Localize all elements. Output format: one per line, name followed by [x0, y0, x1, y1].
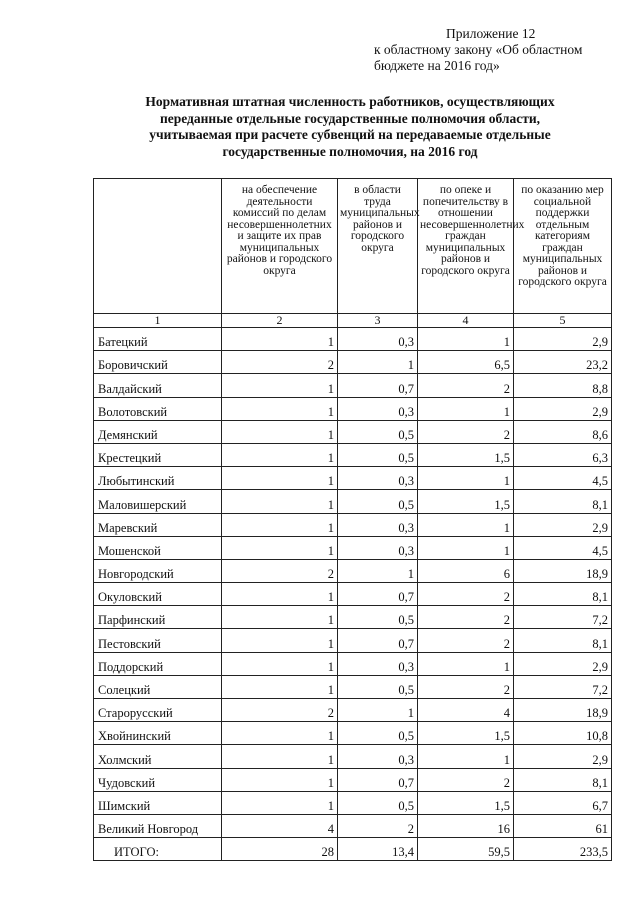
value-cell: 4 [222, 814, 338, 837]
table-header-row [94, 179, 612, 314]
column-number-row [94, 314, 612, 328]
value-cell: 1,5 [418, 490, 514, 513]
column-header [94, 179, 222, 314]
value-cell: 4,5 [514, 536, 612, 559]
value-cell: 6,3 [514, 443, 612, 466]
value-cell: 0,5 [338, 675, 418, 698]
title-line: переданные отдельные государственные полномочия области, [159, 110, 541, 126]
table-row [94, 629, 612, 652]
value-cell: 61 [514, 814, 612, 837]
table-row [94, 467, 612, 490]
district-name-cell: Хвойнинский [94, 722, 222, 745]
appendix-note [374, 26, 624, 74]
district-name-cell: Старорусский [94, 699, 222, 722]
value-cell: 1,5 [418, 791, 514, 814]
value-cell: 2 [222, 559, 338, 582]
table-row [94, 699, 612, 722]
value-cell: 18,9 [514, 559, 612, 582]
staff-table [93, 178, 612, 861]
column-header: на обеспечение деятельности комиссий по делам несовершеннолетних и защите их прав муниципальных районов и городского округа [222, 179, 338, 314]
value-cell: 2 [418, 420, 514, 443]
appendix-law-line: к областному закону «Об областном [374, 42, 583, 57]
value-cell: 2 [418, 675, 514, 698]
value-cell: 2 [418, 583, 514, 606]
value-cell: 1 [222, 536, 338, 559]
title-line: учитываемая при расчете субвенций на передаваемые отдельные [149, 127, 551, 142]
value-cell: 1 [222, 328, 338, 351]
value-cell: 2,9 [514, 397, 612, 420]
value-cell: 1 [222, 374, 338, 397]
value-cell: 0,5 [338, 606, 418, 629]
district-name-cell: Маловишерский [94, 490, 222, 513]
column-number: 1 [94, 314, 222, 328]
column-number: 2 [222, 314, 338, 328]
district-name-cell: Валдайский [94, 374, 222, 397]
value-cell: 0,5 [338, 420, 418, 443]
value-cell: 2 [418, 768, 514, 791]
table-row [94, 583, 612, 606]
value-cell: 1 [338, 699, 418, 722]
value-cell: 4,5 [514, 467, 612, 490]
value-cell: 0,5 [338, 722, 418, 745]
value-cell: 0,5 [338, 443, 418, 466]
value-cell: 1 [338, 351, 418, 374]
value-cell: 1 [418, 652, 514, 675]
value-cell: 1 [222, 791, 338, 814]
value-cell: 1 [222, 583, 338, 606]
value-cell: 2 [222, 699, 338, 722]
value-cell: 2,9 [514, 513, 612, 536]
value-cell: 10,8 [514, 722, 612, 745]
value-cell: 1,5 [418, 443, 514, 466]
table-row [94, 606, 612, 629]
title-line: Нормативная штатная численность работников, осуществляющих [145, 94, 555, 109]
value-cell: 59,5 [418, 838, 514, 861]
value-cell: 0,3 [338, 536, 418, 559]
value-cell: 0,5 [338, 490, 418, 513]
table-row [94, 490, 612, 513]
value-cell: 0,7 [338, 583, 418, 606]
value-cell: 7,2 [514, 606, 612, 629]
value-cell: 1 [418, 513, 514, 536]
value-cell: 1 [418, 536, 514, 559]
value-cell: 4 [418, 699, 514, 722]
table-row [94, 675, 612, 698]
district-name-cell: Любытинский [94, 467, 222, 490]
value-cell: 6 [418, 559, 514, 582]
value-cell: 8,1 [514, 490, 612, 513]
district-name-cell: Чудовский [94, 768, 222, 791]
table-row [94, 652, 612, 675]
district-name-cell: Холмский [94, 745, 222, 768]
table-row [94, 745, 612, 768]
value-cell: 2,9 [514, 652, 612, 675]
value-cell: 1 [222, 722, 338, 745]
value-cell: 1 [418, 397, 514, 420]
table-row [94, 536, 612, 559]
value-cell: 1 [222, 652, 338, 675]
value-cell: 0,7 [338, 629, 418, 652]
value-cell: 1 [222, 397, 338, 420]
value-cell: 28 [222, 838, 338, 861]
district-name-cell: Батецкий [94, 328, 222, 351]
value-cell: 1 [222, 629, 338, 652]
district-name-cell: Парфинский [94, 606, 222, 629]
value-cell: 1 [222, 768, 338, 791]
value-cell: 8,1 [514, 583, 612, 606]
value-cell: 8,1 [514, 629, 612, 652]
value-cell: 18,9 [514, 699, 612, 722]
table-row [94, 443, 612, 466]
table-row [94, 420, 612, 443]
value-cell: 0,3 [338, 328, 418, 351]
value-cell: 2 [418, 374, 514, 397]
value-cell: 16 [418, 814, 514, 837]
column-number: 4 [418, 314, 514, 328]
district-name-cell: Поддорский [94, 652, 222, 675]
table-row [94, 814, 612, 837]
value-cell: 0,5 [338, 791, 418, 814]
value-cell: 1 [338, 559, 418, 582]
value-cell: 8,6 [514, 420, 612, 443]
value-cell: 1 [418, 328, 514, 351]
column-number: 3 [338, 314, 418, 328]
appendix-number: Приложение 12 [446, 26, 536, 41]
column-number: 5 [514, 314, 612, 328]
value-cell: 2 [222, 351, 338, 374]
document-title [90, 94, 610, 160]
district-name-cell: Великий Новгород [94, 814, 222, 837]
value-cell: 8,1 [514, 768, 612, 791]
value-cell: 1 [222, 745, 338, 768]
value-cell: 1 [222, 606, 338, 629]
value-cell: 0,3 [338, 397, 418, 420]
table-row [94, 513, 612, 536]
value-cell: 0,3 [338, 745, 418, 768]
column-header: по опеке и попечительству в отношении несовершеннолетних граждан муниципальных районов и городского округа [418, 179, 514, 314]
value-cell: 1,5 [418, 722, 514, 745]
value-cell: 1 [418, 467, 514, 490]
value-cell: 0,3 [338, 467, 418, 490]
value-cell: 1 [418, 745, 514, 768]
value-cell: 0,3 [338, 513, 418, 536]
table-total-row [94, 838, 612, 861]
value-cell: 2,9 [514, 745, 612, 768]
value-cell: 0,3 [338, 652, 418, 675]
district-name-cell: Солецкий [94, 675, 222, 698]
table-row [94, 768, 612, 791]
district-name-cell: ИТОГО: [94, 838, 222, 861]
value-cell: 1 [222, 675, 338, 698]
table-row [94, 397, 612, 420]
column-header: в области труда муниципальных районов и городского округа [338, 179, 418, 314]
district-name-cell: Волотовский [94, 397, 222, 420]
district-name-cell: Пестовский [94, 629, 222, 652]
district-name-cell: Шимский [94, 791, 222, 814]
value-cell: 6,7 [514, 791, 612, 814]
district-name-cell: Мошенской [94, 536, 222, 559]
value-cell: 1 [222, 467, 338, 490]
district-name-cell: Боровичский [94, 351, 222, 374]
district-name-cell: Маревский [94, 513, 222, 536]
title-line: государственные полномочия, на 2016 год [222, 143, 478, 159]
value-cell: 1 [222, 513, 338, 536]
value-cell: 1 [222, 420, 338, 443]
value-cell: 1 [222, 490, 338, 513]
value-cell: 23,2 [514, 351, 612, 374]
table-row [94, 791, 612, 814]
district-name-cell: Крестецкий [94, 443, 222, 466]
value-cell: 1 [222, 443, 338, 466]
table-row [94, 559, 612, 582]
appendix-law-line: бюджете на 2016 год» [374, 58, 500, 73]
value-cell: 2 [418, 606, 514, 629]
value-cell: 0,7 [338, 374, 418, 397]
value-cell: 13,4 [338, 838, 418, 861]
value-cell: 233,5 [514, 838, 612, 861]
value-cell: 0,7 [338, 768, 418, 791]
table-row [94, 351, 612, 374]
district-name-cell: Новгородский [94, 559, 222, 582]
value-cell: 2 [418, 629, 514, 652]
value-cell: 7,2 [514, 675, 612, 698]
table-row [94, 722, 612, 745]
value-cell: 2,9 [514, 328, 612, 351]
value-cell: 6,5 [418, 351, 514, 374]
district-name-cell: Окуловский [94, 583, 222, 606]
table-row [94, 328, 612, 351]
value-cell: 2 [338, 814, 418, 837]
district-name-cell: Демянский [94, 420, 222, 443]
value-cell: 8,8 [514, 374, 612, 397]
table-row [94, 374, 612, 397]
column-header: по оказанию мер социальной поддержки отдельным категориям граждан муниципальных районов и городского округа [514, 179, 612, 314]
